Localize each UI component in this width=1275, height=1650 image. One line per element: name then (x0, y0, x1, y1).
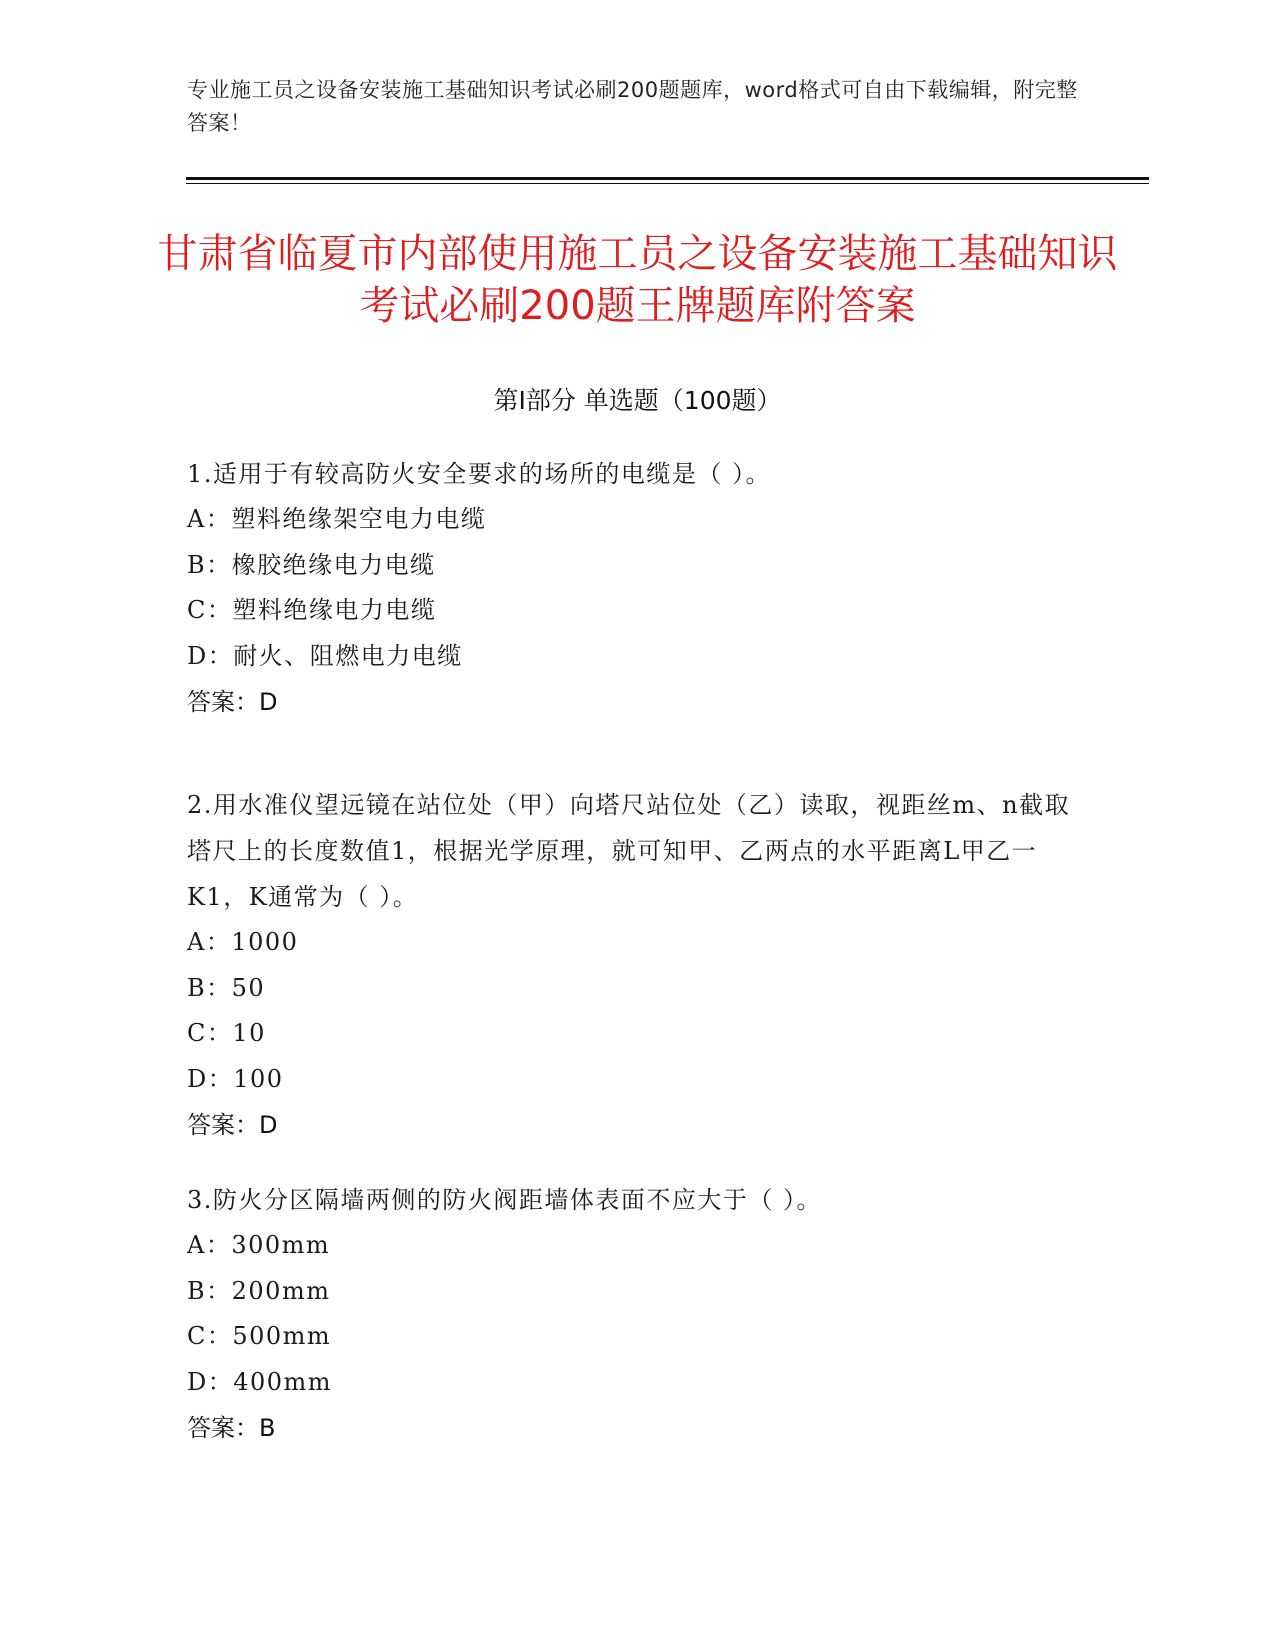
section-title: 第Ⅰ部分 单选题（100题） (493, 386, 782, 415)
document-title: 甘肃省临夏市内部使用施工员之设备安装施工基础知识考试必刷200题王牌题库附答案 (157, 231, 1118, 329)
question-1-text: 1.适用于有较高防火安全要求的场所的电缆是（ ）。 (187, 460, 772, 488)
question-1-answer: 答案：D (187, 688, 278, 716)
question-3-text: 3.防火分区隔墙两侧的防火阀距墙体表面不应大于（ ）。 (187, 1186, 823, 1214)
question-3 (187, 1177, 1087, 1451)
question-2-option-d: D：100 (187, 1064, 284, 1093)
question-2-answer: 答案：D (187, 1111, 278, 1139)
question-3-option-a: A：300mm (187, 1231, 331, 1259)
question-2-option-c: C：10 (187, 1019, 266, 1047)
question-1 (187, 451, 1087, 725)
header-rule-thin (186, 183, 1149, 184)
question-1-option-d: D：耐火、阻燃电力电缆 (187, 641, 463, 670)
question-1-option-c: C：塑料绝缘电力电缆 (187, 596, 437, 624)
question-3-option-c: C：500mm (187, 1322, 332, 1350)
question-2-option-b: B：50 (187, 973, 266, 1002)
question-3-answer: 答案：B (187, 1414, 276, 1442)
question-2 (187, 782, 1087, 1148)
question-3-option-b: B：200mm (187, 1276, 331, 1305)
question-2-text: 2.用水准仪望远镜在站位处（甲）向塔尺站位处（乙）读取，视距丝m、n截取塔尺上的长度数值1，根据光学原理，就可知甲、乙两点的水平距离L甲乙一K1，K通常为（ ）。 (187, 791, 1071, 911)
header-note: 专业施工员之设备安装施工基础知识考试必刷200题题库，word格式可自由下载编辑，附完整答案！ (187, 78, 1078, 135)
question-3-option-d: D：400mm (187, 1367, 333, 1396)
header-rule-thick (186, 177, 1149, 180)
question-1-option-b: B：橡胶绝缘电力电缆 (187, 550, 436, 579)
question-1-option-a: A：塑料绝缘架空电力电缆 (187, 505, 487, 533)
question-2-option-a: A：1000 (187, 928, 299, 956)
